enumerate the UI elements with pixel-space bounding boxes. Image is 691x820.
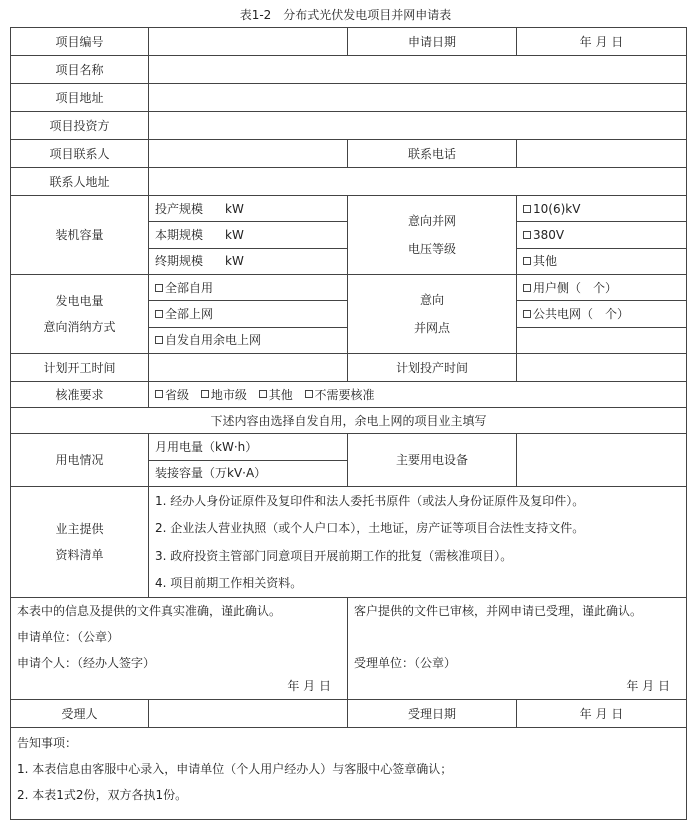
apply-unit-label: 申请单位：（公章）	[17, 630, 120, 644]
approval-option-other[interactable]	[259, 388, 293, 402]
materials-list	[149, 487, 687, 598]
capacity-unit: kW	[225, 227, 244, 242]
approval-options	[149, 382, 687, 408]
acceptor-declaration	[348, 598, 687, 700]
checkbox-icon[interactable]	[523, 284, 531, 292]
option-label: 自发自用余电上网	[165, 333, 262, 348]
checkbox-icon[interactable]	[155, 336, 163, 344]
approval-option-city[interactable]	[201, 388, 247, 402]
capacity-cell	[149, 196, 348, 275]
materials-item: 4. 项目前期工作相关资料。	[155, 576, 303, 591]
contact-phone-field[interactable]	[517, 140, 687, 168]
label-approval: 核准要求	[11, 382, 149, 408]
acceptor-field[interactable]	[149, 700, 348, 728]
label-apply-date: 申请日期	[348, 28, 517, 56]
option-label: 公共电网（ 个）	[533, 306, 630, 321]
checkbox-icon[interactable]	[155, 390, 163, 398]
acceptor-declare-text: 客户提供的文件已审核，并网申请已受理，谨此确认。	[354, 604, 643, 618]
option-label: 全部自用	[165, 280, 214, 295]
energy-option-grid[interactable]	[149, 300, 347, 326]
energy-option-self-use[interactable]	[149, 275, 347, 300]
label-project-no: 项目编号	[11, 28, 149, 56]
option-label: 380V	[533, 227, 565, 242]
voltage-label-line1: 意向并网	[407, 214, 456, 228]
notice-item: 2. 本表1式2份，双方各执1份。	[17, 788, 188, 802]
voltage-option-other[interactable]	[517, 248, 686, 274]
capacity-row-final[interactable]	[149, 248, 347, 274]
acceptor-date: 年 月 日	[626, 679, 670, 693]
label-contact-phone: 联系电话	[348, 140, 517, 168]
monthly-usage-label: 月用电量（kW·h）	[155, 439, 258, 454]
label-materials	[11, 487, 149, 598]
checkbox-icon[interactable]	[523, 231, 531, 239]
apply-date-field[interactable]: 年 月 日	[517, 28, 687, 56]
checkbox-icon[interactable]	[201, 390, 209, 398]
point-option-user-side[interactable]	[517, 275, 686, 300]
project-no-field[interactable]	[149, 28, 348, 56]
energy-label-line1: 发电电量	[55, 294, 104, 308]
applicant-declare-text: 本表中的信息及提供的文件真实准确，谨此确认。	[17, 604, 282, 618]
label-acceptor: 受理人	[11, 700, 149, 728]
label-contact-address: 联系人地址	[11, 168, 149, 196]
option-label: 其他	[268, 387, 293, 402]
label-project-name: 项目名称	[11, 56, 149, 84]
label-energy-consumption	[11, 275, 149, 354]
checkbox-icon[interactable]	[523, 205, 531, 213]
point-label-line1: 意向	[419, 293, 444, 307]
label-main-equipment: 主要用电设备	[348, 434, 517, 487]
label-voltage-level	[348, 196, 517, 275]
approval-option-province[interactable]	[155, 388, 189, 402]
capacity-label: 投产规模	[155, 201, 204, 216]
option-label: 其他	[533, 254, 558, 269]
option-label: 地市级	[210, 387, 247, 402]
option-label: 省级	[165, 387, 190, 402]
energy-label-line2: 意向消纳方式	[43, 320, 116, 334]
project-address-field[interactable]	[149, 84, 687, 112]
label-capacity: 装机容量	[11, 196, 149, 275]
option-label: 用户侧（ 个）	[533, 280, 618, 295]
label-production-time: 计划投产时间	[348, 354, 517, 382]
voltage-options	[517, 196, 687, 275]
materials-label-line2: 资料清单	[55, 548, 104, 562]
capacity-row-current[interactable]	[149, 221, 347, 247]
notice-section	[11, 728, 687, 820]
project-name-field[interactable]	[149, 56, 687, 84]
contact-field[interactable]	[149, 140, 348, 168]
checkbox-icon[interactable]	[523, 310, 531, 318]
production-time-field[interactable]	[517, 354, 687, 382]
notice-title: 告知事项：	[17, 736, 78, 750]
option-label: 全部上网	[165, 306, 214, 321]
grid-point-options	[517, 275, 687, 354]
energy-option-surplus[interactable]	[149, 327, 347, 353]
materials-item: 2. 企业法人营业执照（或个人户口本），土地证，房产证等项目合法性支持文件。	[155, 521, 585, 536]
label-power-usage: 用电情况	[11, 434, 149, 487]
label-accept-date: 受理日期	[348, 700, 517, 728]
form-title: 表1-2 分布式光伏发电项目并网申请表	[239, 8, 452, 22]
accept-unit-label: 受理单位：（公章）	[354, 656, 457, 670]
capacity-label: 终期规模	[155, 254, 204, 269]
capacity-unit: kW	[225, 201, 244, 216]
option-label: 10(6)kV	[533, 201, 581, 216]
contact-address-field[interactable]	[149, 168, 687, 196]
capacity-row-production[interactable]	[149, 196, 347, 221]
point-label-line2: 并网点	[413, 321, 450, 335]
label-grid-point	[348, 275, 517, 354]
checkbox-icon[interactable]	[155, 310, 163, 318]
label-investor: 项目投资方	[11, 112, 149, 140]
materials-item: 3. 政府投资主管部门同意项目开展前期工作的批复（需核准项目）。	[155, 548, 513, 563]
label-contact: 项目联系人	[11, 140, 149, 168]
installed-capacity-field[interactable]	[149, 460, 347, 487]
checkbox-icon[interactable]	[305, 390, 313, 398]
point-option-blank[interactable]	[517, 327, 686, 353]
checkbox-icon[interactable]	[523, 257, 531, 265]
materials-item: 1. 经办人身份证原件及复印件和法人委托书原件（或法人身份证原件及复印件）。	[155, 493, 585, 508]
voltage-option-10kv[interactable]	[517, 196, 686, 221]
option-label: 不需要核准	[314, 387, 375, 402]
voltage-label-line2: 电压等级	[407, 242, 456, 256]
owner-fill-note: 下述内容由选择自发自用，余电上网的项目业主填写	[11, 408, 687, 434]
label-project-address: 项目地址	[11, 84, 149, 112]
label-start-time: 计划开工时间	[11, 354, 149, 382]
approval-option-none[interactable]	[305, 388, 375, 402]
monthly-usage-field[interactable]	[149, 434, 347, 460]
point-option-public-grid[interactable]	[517, 300, 686, 326]
installed-capacity-label: 装接容量（万kV·A）	[155, 466, 267, 481]
voltage-option-380v[interactable]	[517, 221, 686, 247]
main-equipment-field[interactable]	[517, 434, 687, 487]
notice-item: 1. 本表信息由客服中心录入，申请单位（个人用户经办人）与客服中心签章确认；	[17, 762, 453, 776]
checkbox-icon[interactable]	[155, 284, 163, 292]
capacity-label: 本期规模	[155, 227, 204, 242]
energy-options	[149, 275, 348, 354]
application-form-table	[10, 27, 687, 820]
power-usage-cell	[149, 434, 348, 487]
start-time-field[interactable]	[149, 354, 348, 382]
applicant-declaration	[11, 598, 348, 700]
capacity-unit: kW	[225, 254, 244, 269]
applicant-date: 年 月 日	[287, 679, 331, 693]
accept-date-field[interactable]: 年 月 日	[517, 700, 687, 728]
materials-label-line1: 业主提供	[55, 522, 104, 536]
investor-field[interactable]	[149, 112, 687, 140]
apply-person-label: 申请个人：（经办人签字）	[17, 656, 156, 670]
checkbox-icon[interactable]	[259, 390, 267, 398]
